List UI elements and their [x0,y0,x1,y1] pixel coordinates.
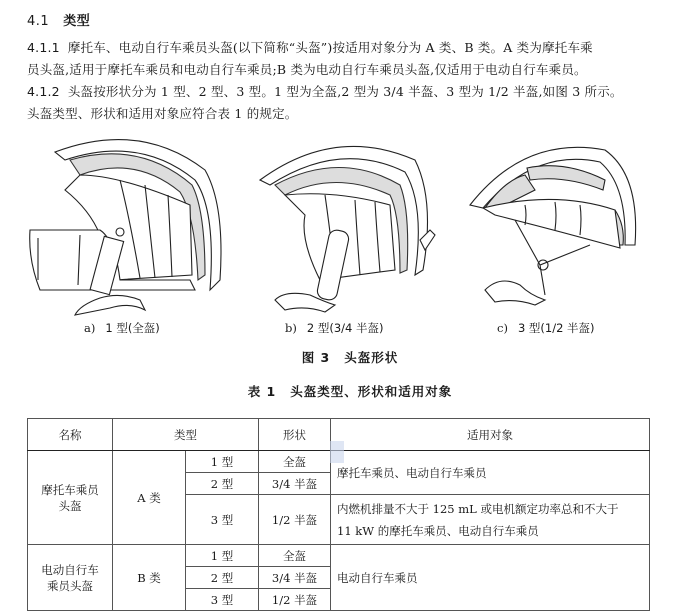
type-cell: 3 型 [186,589,259,611]
figure-3 [0,125,700,335]
subfigure-label: b) [285,321,297,335]
shape-cell: 全盔 [259,451,331,473]
group-name-b [28,545,113,611]
shape-cell: 1/2 半盔 [259,589,331,611]
table-title [0,382,700,400]
figure-number: 图 3 [301,350,331,365]
type-cell: 2 型 [186,567,259,589]
name-line: 头盔 [58,498,82,513]
header-shape: 形状 [259,419,331,451]
paragraph-4-1-1 [27,37,677,81]
section-heading [27,10,90,29]
subfigure-label: a) [84,321,96,335]
table-title-text: 头盔类型、形状和适用对象 [290,384,453,399]
paragraph-line: 摩托车、电动自行车乘员头盔(以下简称“头盔”)按适用对象分为 A 类、B 类。A 类为摩托车乘 [67,40,593,55]
group-class-a: A 类 [113,451,186,545]
name-line: 电动自行车 [41,562,99,577]
applicable-cell [331,495,650,545]
applicable-cell: 摩托车乘员、电动自行车乘员 [331,451,650,495]
name-line: 乘员头盔 [47,578,93,593]
paragraph-line: 头盔按形状分为 1 型、2 型、3 型。1 型为全盔,2 型为 3/4 半盔、3 型为 1/2 半盔,如图 3 所示。 [67,84,623,99]
paragraph-line: 员头盔,适用于摩托车乘员和电动自行车乘员;B 类为电动自行车乘员头盔,仅适用于电动自行车乘员。 [27,62,587,77]
header-type: 类型 [113,419,259,451]
paragraph-4-1-2 [27,81,677,125]
clause-number: 4.1.1 [27,40,60,55]
type-cell: 1 型 [186,545,259,567]
applicable-line: 11 kW 的摩托车乘员、电动自行车乘员 [337,523,539,538]
subfigure-label: c) [497,321,508,335]
shape-cell: 全盔 [259,545,331,567]
type-cell: 3 型 [186,495,259,545]
section-number: 4.1 [27,14,50,29]
group-class-b: B 类 [113,545,186,611]
caption-b [285,320,383,336]
type-cell: 1 型 [186,451,259,473]
figure-title-text: 头盔形状 [344,350,399,365]
figure-title [0,348,700,366]
caption-a [84,320,160,336]
subfigure-caption: 2 型(3/4 半盔) [306,321,384,335]
subfigure-caption: 1 型(全盔) [105,321,160,335]
group-name-a [28,451,113,545]
three-quarter-helmet-icon [255,130,455,320]
header-name: 名称 [28,419,113,451]
table-number: 表 1 [247,384,277,399]
type-cell: 2 型 [186,473,259,495]
subfigure-caption: 3 型(1/2 半盔) [517,321,595,335]
table-row [28,545,650,567]
full-face-helmet-icon [20,130,250,320]
section-title: 类型 [63,14,91,29]
paragraph-line: 头盔类型、形状和适用对象应符合表 1 的规定。 [27,106,298,121]
shape-cell: 3/4 半盔 [259,473,331,495]
applicable-cell: 电动自行车乘员 [331,545,650,611]
shape-cell: 1/2 半盔 [259,495,331,545]
applicable-line: 内燃机排量不大于 125 mL 或电机额定功率总和不大于 [337,501,619,516]
clause-number: 4.1.2 [27,84,60,99]
caption-c [497,320,595,336]
name-line: 摩托车乘员 [41,482,99,497]
shape-cell: 3/4 半盔 [259,567,331,589]
watermark-logo [330,441,344,463]
header-applicable: 适用对象 [331,419,650,451]
half-helmet-icon [455,130,655,320]
